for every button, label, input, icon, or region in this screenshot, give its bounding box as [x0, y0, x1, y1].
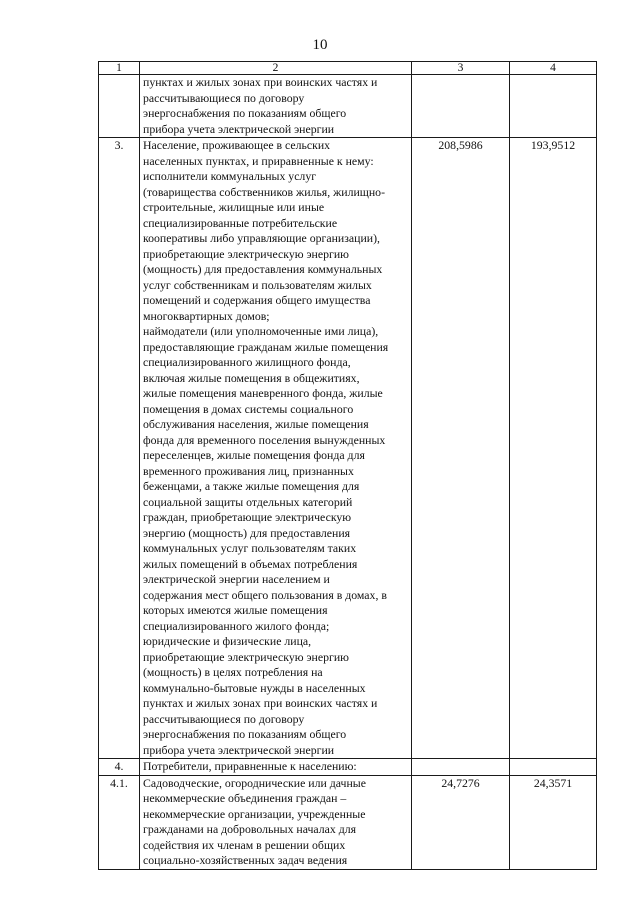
- description-line: приобретающие электрическую энергию: [143, 649, 349, 664]
- tariff-value-col4: 193,9512: [510, 138, 597, 759]
- description-line: специализированного жилищного фонда,: [143, 355, 351, 369]
- description-line: строительные, жилищные или иные: [143, 200, 325, 214]
- description-line: энергоснабжения по показаниям общего: [143, 727, 347, 741]
- description-line: многоквартирных домов;: [143, 308, 270, 323]
- table-header-row: [99, 62, 597, 75]
- tariff-value-col3: [412, 75, 510, 138]
- description-line: юридические и физические лица,: [143, 634, 312, 648]
- tariff-value-col3: 208,5986: [412, 138, 510, 759]
- description-line: коммунальных услуг пользователям таких: [143, 541, 357, 555]
- description-line: обслуживания населения, жилые помещения: [143, 417, 369, 431]
- description-line: помещений и содержания общего имущества: [143, 293, 371, 307]
- description-line: беженцами, а также жилые помещения для: [143, 479, 360, 493]
- description-line: приобретающие электрическую энергию: [143, 246, 349, 261]
- tariff-value-col3: [412, 759, 510, 776]
- description-line: предоставляющие гражданам жилые помещения: [143, 339, 389, 354]
- description-line: временного проживания лиц, признанных: [143, 463, 354, 478]
- description-line: (мощность) в целях потребления на: [143, 665, 323, 679]
- description-line: социально-хозяйственных задач ведения: [143, 853, 348, 867]
- description-line: содействия их членам в решении общих: [143, 837, 346, 852]
- tariff-value-col4: 24,3571: [510, 775, 597, 869]
- row-number: [99, 75, 140, 138]
- description-line: рассчитывающиеся по договору: [143, 90, 305, 105]
- description-line: социальной защиты отдельных категорий: [143, 494, 353, 509]
- row-number: 3.: [99, 138, 140, 759]
- description-line: некоммерческие объединения граждан –: [143, 791, 347, 805]
- table-row: [99, 775, 597, 869]
- description-line: услуг собственникам и пользователям жилых: [143, 277, 372, 292]
- description-line: жилых помещений в объемах потребления: [143, 556, 358, 571]
- description-line: Потребители, приравненные к населению:: [143, 759, 357, 773]
- description-line: жилые помещения маневренного фонда, жилые: [143, 386, 383, 400]
- description-line: включая жилые помещения в общежитиях,: [143, 370, 360, 385]
- description-line: Население, проживающее в сельских: [143, 138, 331, 152]
- description-line: исполнители коммунальных услуг: [143, 169, 317, 183]
- description-line: содержания мест общего пользования в домах, в: [143, 587, 387, 602]
- description-line: пунктах и жилых зонах при воинских частях и: [143, 696, 378, 710]
- description-line: населенных пунктах, и приравненные к нему:: [143, 153, 374, 168]
- table-row: [99, 138, 597, 759]
- table-row: [99, 759, 597, 776]
- description-line: которых имеются жилые помещения: [143, 603, 328, 617]
- header-col-1: 1: [99, 62, 140, 75]
- row-description: [140, 759, 412, 776]
- tariff-value-col4: [510, 75, 597, 138]
- row-description: [140, 775, 412, 869]
- row-description: [140, 75, 412, 138]
- description-line: гражданами на добровольных началах для: [143, 822, 357, 836]
- description-line: Садоводческие, огороднические или дачные: [143, 775, 366, 790]
- header-col-3: 3: [412, 62, 510, 75]
- description-line: (мощность) для предоставления коммунальных: [143, 262, 383, 276]
- description-line: (товарищества собственников жилья, жилищно-: [143, 184, 385, 199]
- description-line: кооперативы либо управляющие организации),: [143, 231, 380, 245]
- description-line: специализированные потребительские: [143, 215, 338, 230]
- header-col-2: 2: [140, 62, 412, 75]
- header-col-4: 4: [510, 62, 597, 75]
- description-line: граждан, приобретающие электрическую: [143, 510, 352, 524]
- description-line: специализированного жилого фонда;: [143, 618, 330, 633]
- description-line: энергоснабжения по показаниям общего: [143, 106, 347, 120]
- description-line: фонда для временного поселения вынужденных: [143, 432, 386, 447]
- page-number: 10: [312, 37, 328, 53]
- tariff-value-col4: [510, 759, 597, 776]
- description-line: некоммерческие организации, учрежденные: [143, 806, 366, 821]
- row-number: 4.1.: [99, 775, 140, 869]
- description-line: прибора учета электрической энергии: [143, 742, 335, 757]
- tariff-value-col3: 24,7276: [412, 775, 510, 869]
- description-line: помещения в домах системы социального: [143, 401, 354, 416]
- description-line: рассчитывающиеся по договору: [143, 711, 305, 726]
- row-description: [140, 138, 412, 759]
- description-line: переселенцев, жилые помещения фонда для: [143, 448, 365, 462]
- description-line: энергию (мощность) для предоставления: [143, 525, 351, 540]
- table-row: [99, 75, 597, 138]
- description-line: наймодатели (или уполномоченные ими лица),: [143, 324, 379, 338]
- row-number: 4.: [99, 759, 140, 776]
- description-line: электрической энергии населением и: [143, 572, 330, 586]
- description-line: коммунально-бытовые нужды в населенных: [143, 680, 366, 695]
- tariff-table: [98, 61, 597, 870]
- description-line: прибора учета электрической энергии: [143, 121, 335, 136]
- description-line: пунктах и жилых зонах при воинских частях и: [143, 75, 378, 89]
